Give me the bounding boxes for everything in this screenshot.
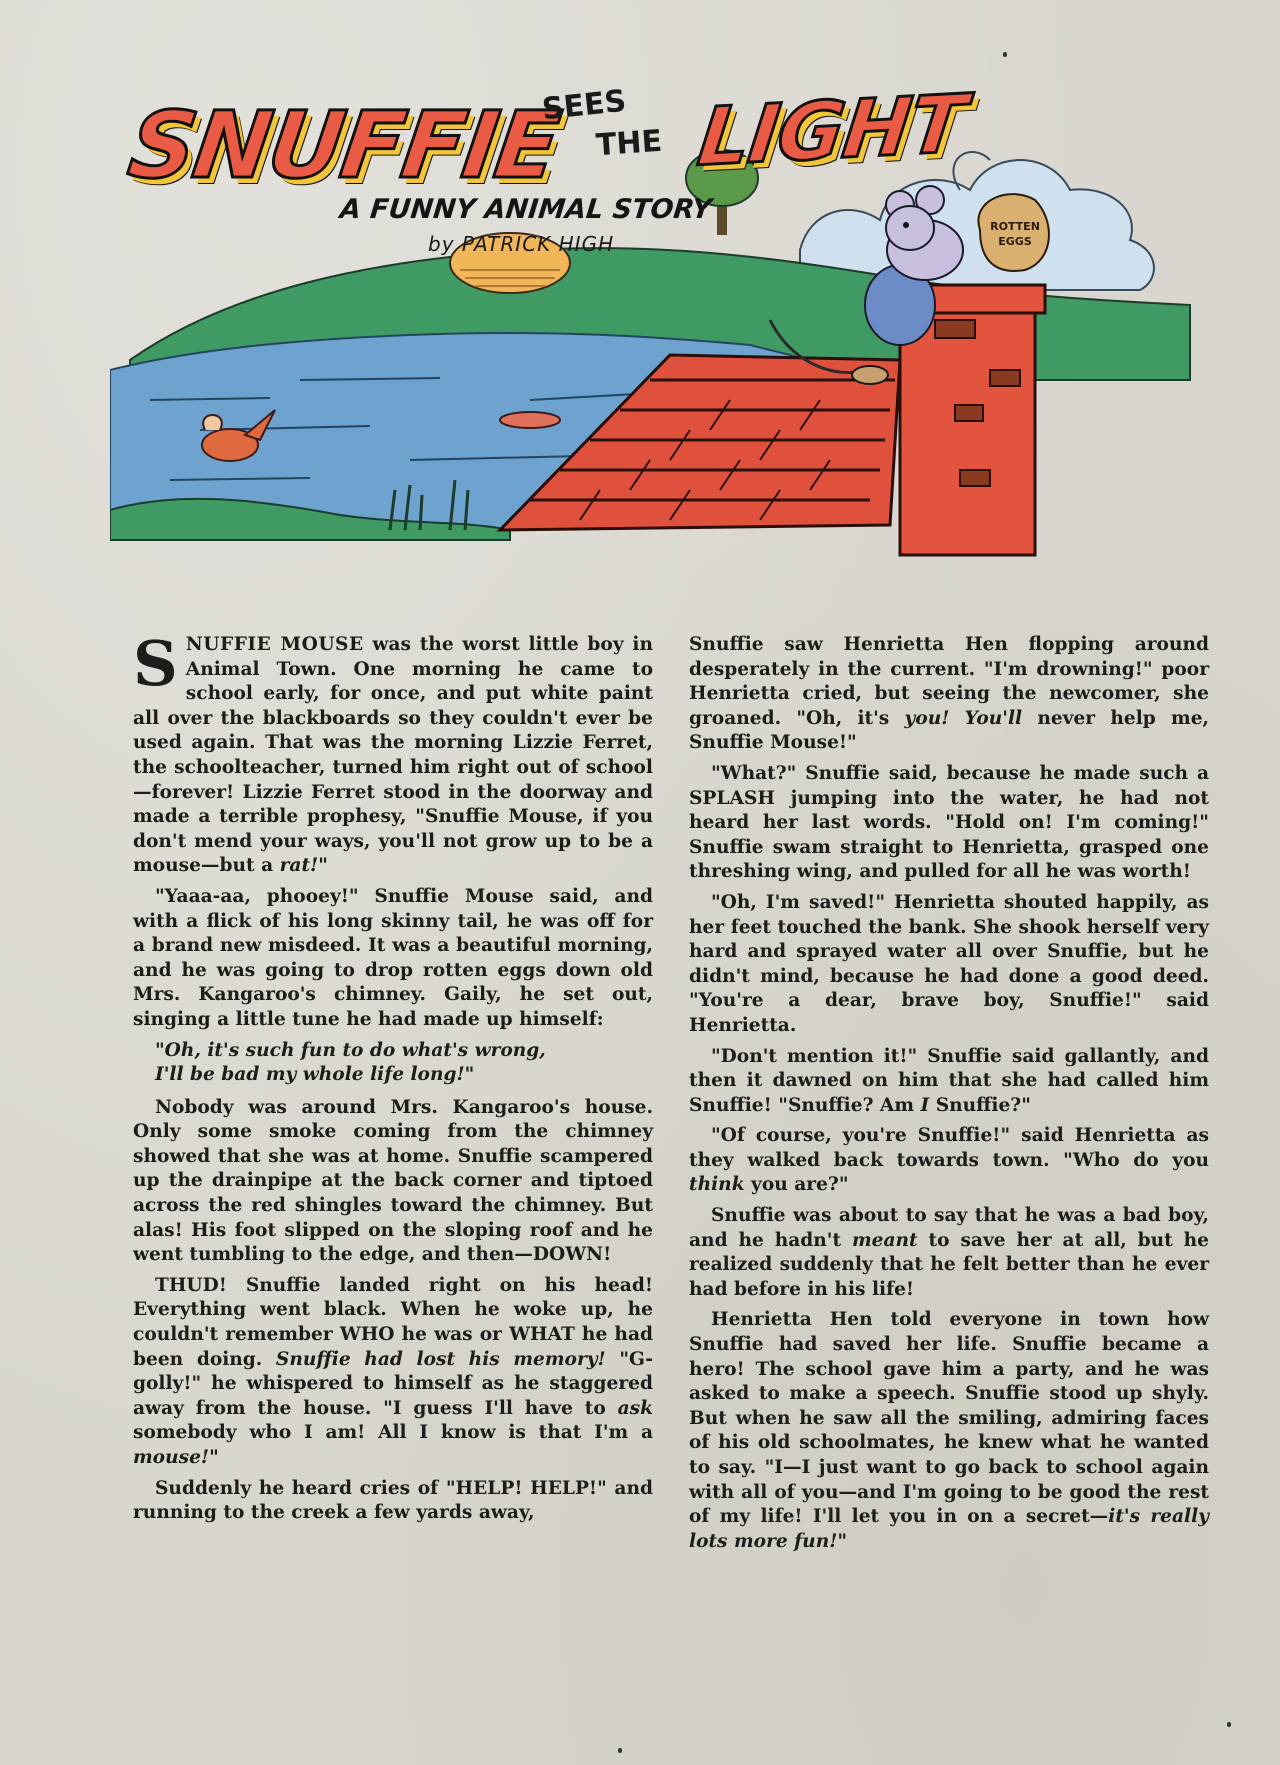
story-byline: by PATRICK HIGH [428, 232, 615, 256]
paragraph: Suddenly he heard cries of "HELP! HELP!" and running to the creek a few yards away, [133, 1477, 653, 1524]
title-snuffie: SNUFFIE [122, 92, 565, 199]
emphasis: ask [617, 1397, 653, 1419]
paragraph-text: Snuffie was about to say that he was a bad boy, and he hadn't [689, 1205, 1209, 1251]
paragraph-text [949, 708, 964, 729]
title-light: LIGHT [693, 77, 970, 184]
emphasis: I [920, 1094, 930, 1116]
story-subtitle: A FUNNY ANIMAL STORY [338, 194, 714, 225]
emphasis: You'll [964, 707, 1023, 729]
paragraph-text: "G-golly!" he whispered to himself as he staggered away from the house. "I guess I'll have to [133, 1348, 653, 1419]
paragraph [689, 1308, 1209, 1554]
paragraph-text: THUD! Snuffie landed right on his head! Everything went black. When he woke up, he couldn't remember WHO he was or WHAT he had been doing. [133, 1274, 653, 1370]
paragraph-text: " [837, 1530, 848, 1552]
paragraph-text: to save her at all, but he realized suddenly that he felt better than he ever had before in his life! [689, 1229, 1209, 1300]
verse-line: I'll be bad my whole life long!" [155, 1064, 475, 1086]
rotten-eggs-sack-icon [978, 194, 1049, 271]
lead-in: NUFFIE MOUSE [185, 634, 364, 655]
story-column-right [689, 633, 1209, 1560]
paragraph [689, 633, 1209, 756]
paragraph: "Oh, I'm saved!" Henrietta shouted happily, as her feet touched the bank. She shook herself very hard and sprayed water all over Snuffie, but he didn't mind, because he had done a good deed. "You're a dear, brave boy, Snuffie!" said Henrietta. [689, 891, 1209, 1036]
drop-cap: S [133, 627, 178, 700]
paragraph-text: never help me, Snuffie Mouse!" [689, 707, 1209, 754]
title-the: THE [594, 123, 664, 164]
paragraph [133, 1274, 653, 1471]
paragraph-text: " [318, 855, 328, 877]
paragraph: "What?" Snuffie said, because he made such a SPLASH jumping into the water, he had not heard her last words. "Hold on! I'm coming!" Snuffie swam straight to Henrietta, grasped one threshing wing, and pulled for all he was worth! [689, 762, 1209, 883]
paragraph-text: you are?" [744, 1174, 849, 1196]
paragraph-text: " [209, 1447, 219, 1468]
paragraph [133, 627, 653, 879]
paragraph: Nobody was around Mrs. Kangaroo's house. Only some smoke coming from the chimney showed that she was at home. Snuffie scampered up the drainpipe at the back corner and tiptoed across the red shingles toward the chimney. But alas! His foot slipped on the sloping roof and he went tumbling to the edge, and then—DOWN! [133, 1096, 653, 1266]
story-column-left [133, 627, 653, 1532]
emphasis: think [689, 1174, 745, 1196]
emphasis: it's really lots more fun! [689, 1506, 1209, 1552]
emphasis: Snuffie had lost his memory! [275, 1348, 606, 1370]
paragraph [689, 1204, 1209, 1302]
emphasis: meant [851, 1229, 918, 1251]
paragraph-text: Henrietta Hen told everyone in town how Snuffie had saved her life. Snuffie became a hero! The school gave him a party, and he was asked to make a speech. Snuffie stood up shyly. But when he saw all the smiling, admiring faces of his old schoolmates, he knew what he wanted to say. "I—I just want to go back to school again with all of you—and I'm going to be good the rest of my life! I'll let you in on a secret— [689, 1309, 1209, 1528]
sack-label-line2: EGGS [998, 235, 1032, 248]
paragraph-text: was the worst little boy in Animal Town. One morning he came to school early, for once, and put white paint all over the blackboards so they couldn't ever be used again. That was the morning Lizzie Ferret, the schoolteacher, turned him right out of school—forever! Lizzie Ferret stood in the doorway and made a terrible prophesy, "Snuffie Mouse, if you don't mend your ways, you'll not grow up to be a mouse—but a [133, 634, 653, 877]
print-speck [618, 1748, 622, 1753]
paragraph: "Yaaa-aa, phooey!" Snuffie Mouse said, and with a flick of his long skinny tail, he was off for a brand new misdeed. It was a beautiful morning, and he was going to drop rotten eggs down old Mrs. Kangaroo's chimney. Gaily, he set out, singing a little tune he had made up himself: [133, 885, 653, 1030]
paragraph-text: Snuffie saw Henrietta Hen flopping around desperately in the current. "I'm drowning!" poor Henrietta cried, but seeing the newcomer, she groaned. "Oh, it's [689, 634, 1209, 729]
paragraph-text: "Of course, you're Snuffie!" said Henrietta as they walked back towards town. "Who do you [689, 1125, 1209, 1171]
print-speck [1003, 52, 1007, 57]
paragraph [689, 1124, 1209, 1198]
emphasis: rat! [279, 855, 319, 877]
paragraph-text: somebody who I am! All I know is that I'm a [133, 1422, 653, 1444]
emphasis: mouse! [133, 1447, 210, 1468]
verse-line: "Oh, it's such fun to do what's wrong, [155, 1039, 546, 1061]
paragraph [689, 1045, 1209, 1119]
title-sees: SEES [540, 83, 628, 128]
emphasis: you! [904, 707, 950, 729]
song-verse [133, 1039, 653, 1088]
print-speck [1227, 1722, 1231, 1727]
paragraph-text: "Don't mention it!" Snuffie said gallantly, and then it dawned on him that she had called him Snuffie! "Snuffie? Am [689, 1045, 1209, 1116]
sack-label-line1: ROTTEN [990, 220, 1040, 233]
paragraph-text: Snuffie?" [929, 1094, 1031, 1116]
